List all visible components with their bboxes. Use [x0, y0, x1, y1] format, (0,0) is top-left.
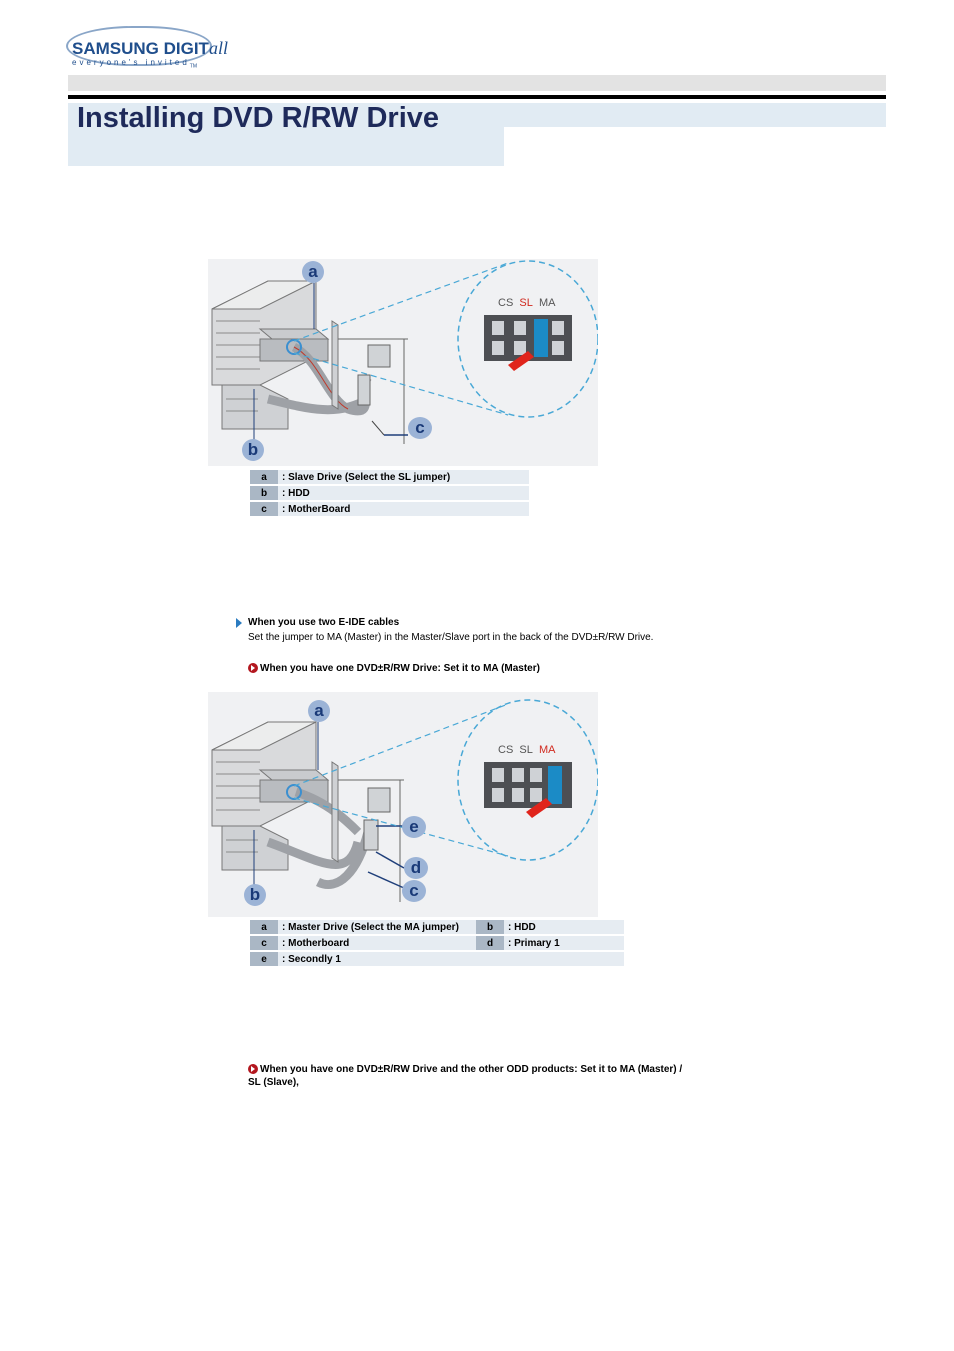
legend-row: e : Secondly 1 [250, 952, 624, 966]
note-other-odd-line1: When you have one DVD±R/RW Drive and the other ODD products: Set it to MA (Master) / [260, 1064, 683, 1075]
two-cables-body: Set the jumper to MA (Master) in the Master/Slave port in the back of the DVD±R/RW Drive. [248, 632, 654, 643]
note-other-odd-line2: SL (Slave), [248, 1077, 299, 1088]
legend-row: c : MotherBoard [250, 502, 529, 516]
callout-c: c [408, 417, 432, 439]
logo-tagline: everyone's invited$_{TM}$ [72, 58, 198, 70]
logo-brand: SAMSUNG DIGITall [72, 38, 228, 58]
slave-drive-illustration [208, 259, 598, 466]
callout-b: b [244, 884, 266, 906]
note-one-drive: When you have one DVD±R/RW Drive: Set it to MA (Master) [260, 663, 540, 674]
master-drive-illustration [208, 692, 598, 917]
legend-row: b : HDD [250, 486, 529, 500]
callout-b: b [242, 439, 264, 461]
jumper-labels: CS SL MA [498, 744, 556, 756]
callout-a: a [302, 261, 324, 283]
arrow-circle-icon [248, 663, 258, 673]
two-cables-heading: When you use two E-IDE cables [248, 617, 400, 628]
slave-drive-diagram [208, 259, 598, 466]
legend-row: a : Master Drive (Select the MA jumper) b : HDD [250, 920, 624, 934]
header-grey-bar [68, 75, 886, 91]
callout-c: c [402, 880, 426, 902]
callout-e: e [402, 816, 426, 838]
title-band-extension [504, 103, 886, 127]
legend-table-1 [250, 468, 529, 518]
legend-row: c : Motherboard d : Primary 1 [250, 936, 624, 950]
callout-d: d [404, 857, 428, 879]
bullet-triangle-icon [236, 618, 242, 628]
samsung-logo [66, 26, 228, 70]
jumper-labels: CS SL MA [498, 297, 556, 309]
arrow-circle-icon [248, 1064, 258, 1074]
legend-table-2 [250, 918, 624, 968]
page-title: Installing DVD R/RW Drive [77, 102, 440, 134]
master-drive-diagram [208, 692, 598, 917]
header-rule [68, 95, 886, 99]
callout-a: a [308, 700, 330, 722]
legend-row: a : Slave Drive (Select the SL jumper) [250, 470, 529, 484]
